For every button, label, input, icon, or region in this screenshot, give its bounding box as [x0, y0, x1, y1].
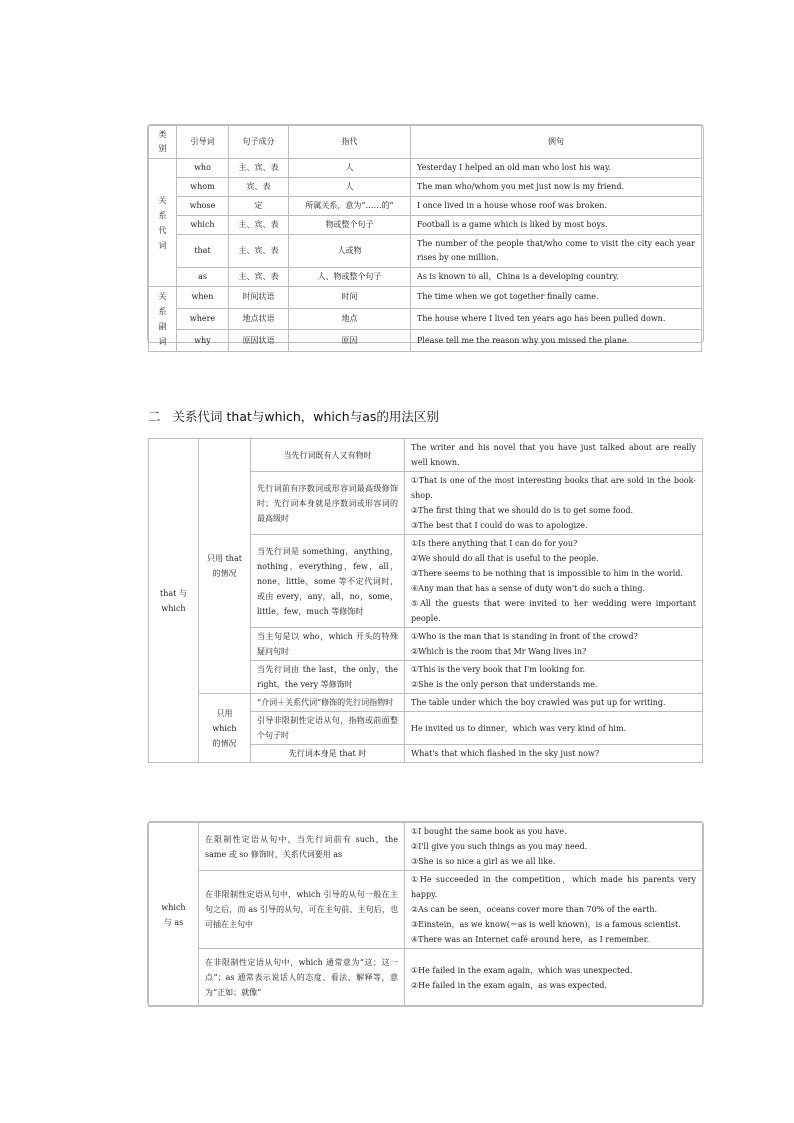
row-reference: 人: [289, 159, 411, 178]
example-line: ②He failed in the exam again，as was expected.: [411, 980, 607, 990]
row-example: The time when we got together finally came.: [411, 287, 702, 309]
example-line: ②I'll give you such things as you may need.: [411, 842, 588, 851]
header-connector: 引导词: [177, 126, 229, 159]
table-row: [149, 216, 702, 235]
header-category: 类别: [149, 126, 177, 159]
table-row: [149, 871, 703, 949]
row-role: 原因状语: [229, 330, 289, 352]
header-example: 例句: [411, 126, 702, 159]
example-line: ②Which is the room that Mr Wang lives in?: [411, 647, 587, 656]
example-cell: [405, 472, 703, 535]
row-role: 主、宾、表: [229, 235, 289, 268]
example-line: ①This is the very book that I'm looking for.: [411, 665, 586, 674]
row-role: 主、宾、表: [229, 159, 289, 178]
example-line: What's that which flashed in the sky just now?: [411, 749, 600, 758]
row-example: The man who/whom you met just now is my friend.: [411, 178, 702, 197]
subgroup-only-that: 只用 that 的情况: [199, 439, 251, 694]
row-example: I once lived in a house whose roof was broken.: [411, 197, 702, 216]
group-relative-adverb: 关系 副词: [149, 287, 177, 352]
table-row: [149, 159, 702, 178]
table-row: [149, 823, 703, 871]
example-cell: [405, 823, 703, 871]
row-example: As is known to all，China is a developing country.: [411, 268, 702, 287]
row-example: Football is a game which is liked by most boys.: [411, 216, 702, 235]
row-word: as: [177, 268, 229, 287]
row-word: that: [177, 235, 229, 268]
row-role: 主、宾、表: [229, 268, 289, 287]
condition-cell: 在非限制性定语从句中，which 通常意为“这；这一点”；as 通常表示说话人的态度、看法、解释等，意为“正如；就像”: [199, 949, 405, 1007]
example-line: ③She is so nice a girl as we all like.: [411, 857, 556, 866]
table-row: [149, 330, 702, 352]
group-which-as: which 与 as: [149, 823, 199, 1007]
table-row: [149, 308, 702, 330]
table-row: [149, 268, 702, 287]
header-sentence-role: 句子成分: [229, 126, 289, 159]
table-row: [149, 235, 702, 268]
example-line: The table under which the boy crawled was put up for writing.: [411, 698, 666, 707]
example-line: ②The first thing that we should do is to get some food.: [411, 506, 634, 515]
row-word: whom: [177, 178, 229, 197]
condition-cell: 在非限制性定语从句中，which 引导的从句一般在主句之后，而 as 引导的从句，可在主句前、主句后，也可插在主句中: [199, 871, 405, 949]
example-line: ⑤All the guests that were invited to her wedding were important people.: [411, 599, 696, 623]
section-number: 二: [148, 409, 161, 424]
which-as-table: [148, 822, 703, 1007]
condition-cell: 当先行词是 something，anything，nothing，everything，few，all，none，little，some 等不定代词时，或由 every，any，all，no，some，little，few，much 等修饰时: [251, 535, 405, 628]
row-reference: 原因: [289, 330, 411, 352]
group-that-which: that 与 which: [149, 439, 199, 763]
example-cell: [405, 712, 703, 745]
example-line: ①Is there anything that I can do for you?: [411, 539, 578, 548]
table-row: [149, 178, 702, 197]
row-reference: 所属关系，意为“……的”: [289, 197, 411, 216]
example-cell: [405, 949, 703, 1007]
example-cell: [405, 871, 703, 949]
row-word: which: [177, 216, 229, 235]
row-role: 时间状语: [229, 287, 289, 309]
row-reference: 人或物: [289, 235, 411, 268]
header-reference: 指代: [289, 126, 411, 159]
table-row: [149, 949, 703, 1007]
row-role: 定: [229, 197, 289, 216]
condition-cell: 当先行词由 the last，the only，the right，the very 等修饰时: [251, 661, 405, 694]
row-role: 主、宾、表: [229, 216, 289, 235]
row-reference: 物或整个句子: [289, 216, 411, 235]
example-line: ③The best that I could do was to apologize.: [411, 521, 588, 530]
row-example: Please tell me the reason why you missed the plane.: [411, 330, 702, 352]
row-example: The house where I lived ten years ago has been pulled down.: [411, 308, 702, 330]
row-reference: 地点: [289, 308, 411, 330]
table-row: [149, 439, 703, 472]
condition-cell: 引导非限制性定语从句，指物或前面整个句子时: [251, 712, 405, 745]
row-example: Yesterday I helped an old man who lost his way.: [411, 159, 702, 178]
group-relative-pronoun: 关系 代词: [149, 159, 177, 287]
example-line: ①That is one of the most interesting books that are sold in the book-shop.: [411, 476, 696, 500]
section-title: 关系代词 that与which，which与as的用法区别: [172, 409, 439, 424]
row-reference: 时间: [289, 287, 411, 309]
example-line: ②She is the only person that understands me.: [411, 680, 598, 689]
row-word: why: [177, 330, 229, 352]
condition-cell: “介词＋关系代词”修饰的先行词指物时: [251, 694, 405, 712]
subgroup-only-which: 只用 which 的情况: [199, 694, 251, 763]
example-line: ④There was an Internet café around here，as I remember.: [411, 935, 650, 944]
row-word: who: [177, 159, 229, 178]
example-line: ①He succeeded in the competition，which made his parents very happy.: [411, 875, 696, 899]
example-cell: [405, 439, 703, 472]
row-word: whose: [177, 197, 229, 216]
example-line: ①I bought the same book as you have.: [411, 827, 567, 836]
row-word: where: [177, 308, 229, 330]
example-cell: [405, 535, 703, 628]
condition-cell: 当先行词既有人又有物时: [251, 439, 405, 472]
condition-cell: 当主句是以 who，which 开头的特殊疑问句时: [251, 628, 405, 661]
table-row: [149, 694, 703, 712]
row-role: 地点状语: [229, 308, 289, 330]
row-example: The number of the people that/who come to visit the city each year rises by one million.: [411, 235, 702, 268]
condition-cell: 在限制性定语从句中，当先行词前有 such，the same 或 so 修饰时，关系代词要用 as: [199, 823, 405, 871]
example-line: ③There seems to be nothing that is impossible to him in the world.: [411, 569, 683, 578]
example-cell: [405, 694, 703, 712]
row-reference: 人: [289, 178, 411, 197]
relative-words-table: [148, 125, 702, 352]
example-line: ①He failed in the exam again，which was unexpected.: [411, 965, 633, 975]
row-word: when: [177, 287, 229, 309]
table-row: [149, 287, 702, 309]
example-line: ④Any man that has a sense of duty won't do such a thing.: [411, 584, 645, 593]
that-which-table: [148, 438, 703, 763]
section-heading: [148, 407, 439, 425]
condition-cell: 先行词前有序数词或形容词最高级修饰时；先行词本身就是序数词或形容词的最高级时: [251, 472, 405, 535]
example-line: ②As can be seen，oceans cover more than 70% of the earth.: [411, 905, 658, 914]
condition-cell: 先行词本身是 that 时: [251, 745, 405, 763]
example-line: ①Who is the man that is standing in front of the crowd?: [411, 632, 638, 641]
example-line: ②We should do all that is useful to the people.: [411, 554, 599, 563]
example-line: The writer and his novel that you have just talked about are really well known.: [411, 443, 696, 467]
row-reference: 人、物或整个句子: [289, 268, 411, 287]
table-row: [149, 197, 702, 216]
row-role: 宾、表: [229, 178, 289, 197]
example-line: He invited us to dinner，which was very kind of him.: [411, 723, 627, 733]
example-cell: [405, 661, 703, 694]
example-line: ③Einstein，as we know(＝as is well known)，is a famous scientist.: [411, 920, 681, 929]
table-header-row: [149, 126, 702, 159]
example-cell: [405, 745, 703, 763]
example-cell: [405, 628, 703, 661]
